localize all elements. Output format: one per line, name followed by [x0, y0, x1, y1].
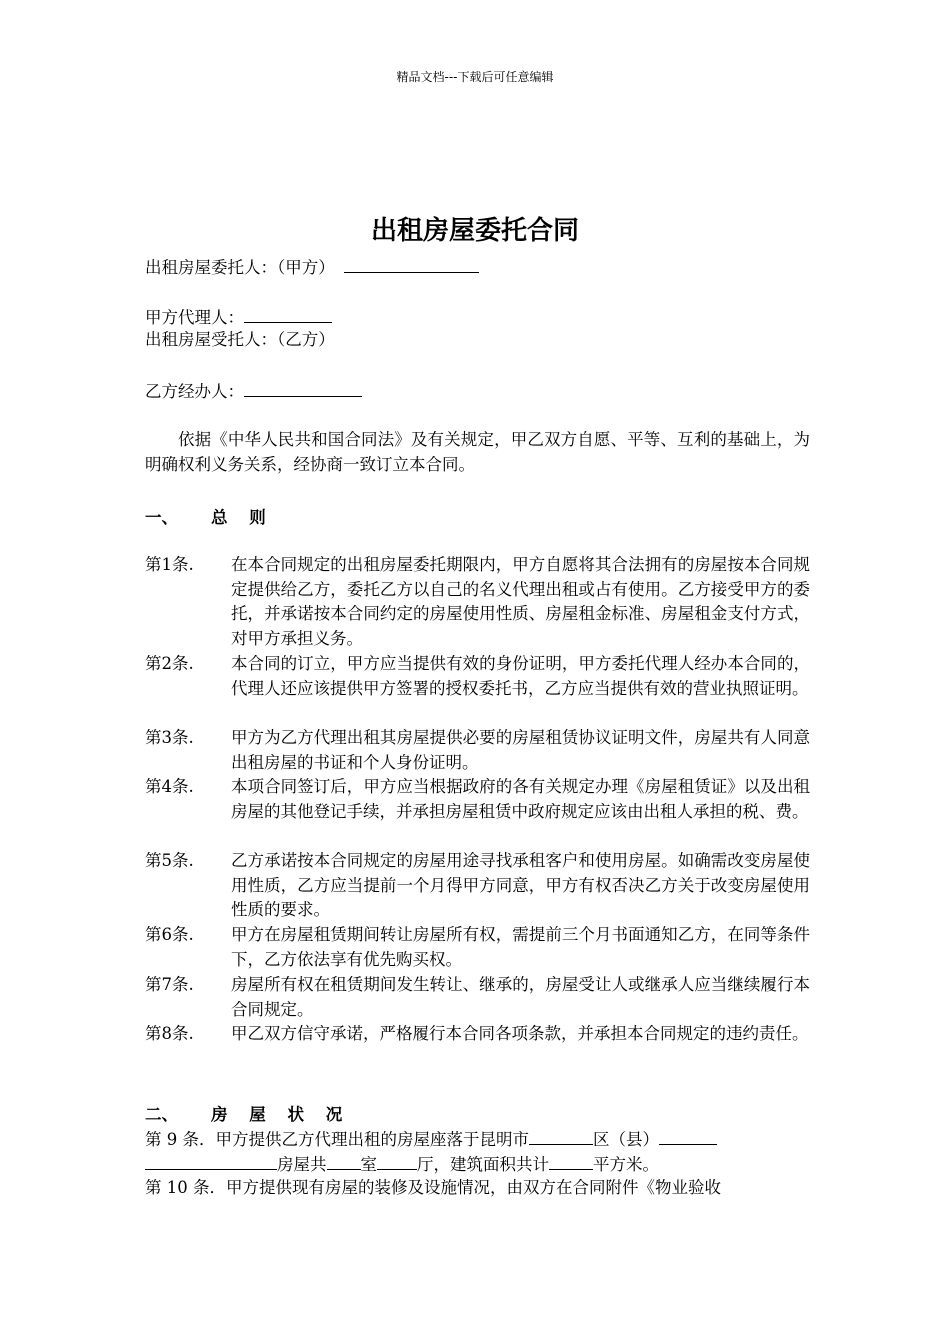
article-6 [145, 923, 810, 972]
article-8 [145, 1022, 810, 1047]
article-9-text: 第 9 条．甲方提供乙方代理出租的房屋座落于昆明市 [145, 1130, 529, 1149]
article-text: 房屋所有权在租赁期间发生转让、继承的，房屋受让人或继承人应当继续履行本合同规定。 [231, 975, 810, 1019]
section-heading-house [145, 1101, 350, 1125]
handler-b-blank[interactable] [244, 378, 362, 397]
district-blank[interactable] [659, 1126, 717, 1145]
rooms-blank[interactable] [327, 1151, 361, 1170]
article-9-line-1 [145, 1126, 717, 1152]
article-4 [145, 775, 810, 824]
article-text: 本合同的订立，甲方应当提供有效的身份证明，甲方委托代理人经办本合同的，代理人还应该提供甲方签署的授权委托书，乙方应当提供有效的营业执照证明。 [231, 654, 810, 698]
article-label: 第7条. [145, 975, 194, 994]
area-blank[interactable] [549, 1151, 593, 1170]
article-9-line-2 [145, 1151, 659, 1177]
handler-b-label: 乙方经办人： [145, 382, 244, 401]
article-7 [145, 973, 810, 1022]
halls-blank[interactable] [377, 1151, 417, 1170]
handler-b-line [145, 378, 362, 404]
article-label: 第6条. [145, 925, 194, 944]
document-title: 出租房屋委托合同 [370, 216, 579, 246]
article-label: 第2条. [145, 654, 194, 673]
article-9-text: 区（县） [593, 1130, 659, 1149]
entrustor-line [145, 254, 479, 280]
article-10-line [145, 1176, 721, 1200]
article-label: 第8条. [145, 1024, 194, 1043]
section-number: 二、 [145, 1105, 178, 1124]
article-label: 第1条. [145, 555, 194, 574]
article-5 [145, 849, 810, 923]
agent-a-blank[interactable] [244, 304, 332, 323]
article-3 [145, 726, 810, 775]
city-blank[interactable] [529, 1126, 593, 1145]
entrustor-blank[interactable] [344, 254, 479, 273]
article-text: 甲乙双方信守承诺，严格履行本合同各项条款，并承担本合同规定的违约责任。 [231, 1024, 809, 1043]
article-9-text: 平方米。 [593, 1155, 659, 1174]
agent-a-line [145, 304, 332, 330]
agent-a-label: 甲方代理人： [145, 308, 244, 327]
entrustee-label: 出租房屋受托人：（乙方） [145, 330, 335, 349]
section-number: 一、 [145, 508, 178, 527]
section-title: 总 则 [211, 508, 274, 527]
article-9-text: 房屋共 [277, 1155, 327, 1174]
article-label: 第5条. [145, 851, 194, 870]
article-9-text: 厅，建筑面积共计 [417, 1155, 549, 1174]
article-text: 乙方承诺按本合同规定的房屋用途寻找承租客户和使用房屋。如确需改变房屋使用性质，乙方应当提前一个月得甲方同意，甲方有权否决乙方关于改变房屋使用性质的要求。 [231, 851, 810, 920]
article-10-text: 第 10 条．甲方提供现有房屋的装修及设施情况，由双方在合同附件《物业验收 [145, 1178, 721, 1197]
article-text: 本项合同签订后，甲方应当根据政府的各有关规定办理《房屋租赁证》以及出租房屋的其他登记手续，并承担房屋租赁中政府规定应该由出租人承担的税、费。 [231, 777, 810, 821]
entrustor-label: 出租房屋委托人：（甲方） [145, 258, 335, 277]
section-heading-general [145, 504, 274, 528]
section-title: 房 屋 状 况 [211, 1105, 351, 1124]
article-text: 甲方在房屋租赁期间转让房屋所有权，需提前三个月书面通知乙方，在同等条件下，乙方依法享有优先购买权。 [231, 925, 810, 969]
entrustee-line [145, 328, 335, 352]
article-1 [145, 553, 810, 651]
preamble: 依据《中华人民共和国合同法》及有关规定，甲乙双方自愿、平等、互利的基础上，为明确权利义务关系，经协商一致订立本合同。 [145, 430, 810, 474]
header-note: 精品文档---下载后可任意编辑 [396, 70, 554, 84]
article-label: 第4条. [145, 777, 194, 796]
address-blank[interactable] [145, 1151, 277, 1170]
article-2 [145, 652, 810, 701]
article-text: 在本合同规定的出租房屋委托期限内，甲方自愿将其合法拥有的房屋按本合同规定提供给乙方，委托乙方以自己的名义代理出租或占有使用。乙方接受甲方的委托，并承诺按本合同约定的房屋使用性质、房屋租金标准、房屋租金支付方式，对甲方承担义务。 [231, 555, 810, 648]
article-9-text: 室 [360, 1155, 377, 1174]
article-label: 第3条. [145, 728, 194, 747]
article-text: 甲方为乙方代理出租其房屋提供必要的房屋租赁协议证明文件，房屋共有人同意出租房屋的书证和个人身份证明。 [231, 728, 810, 772]
